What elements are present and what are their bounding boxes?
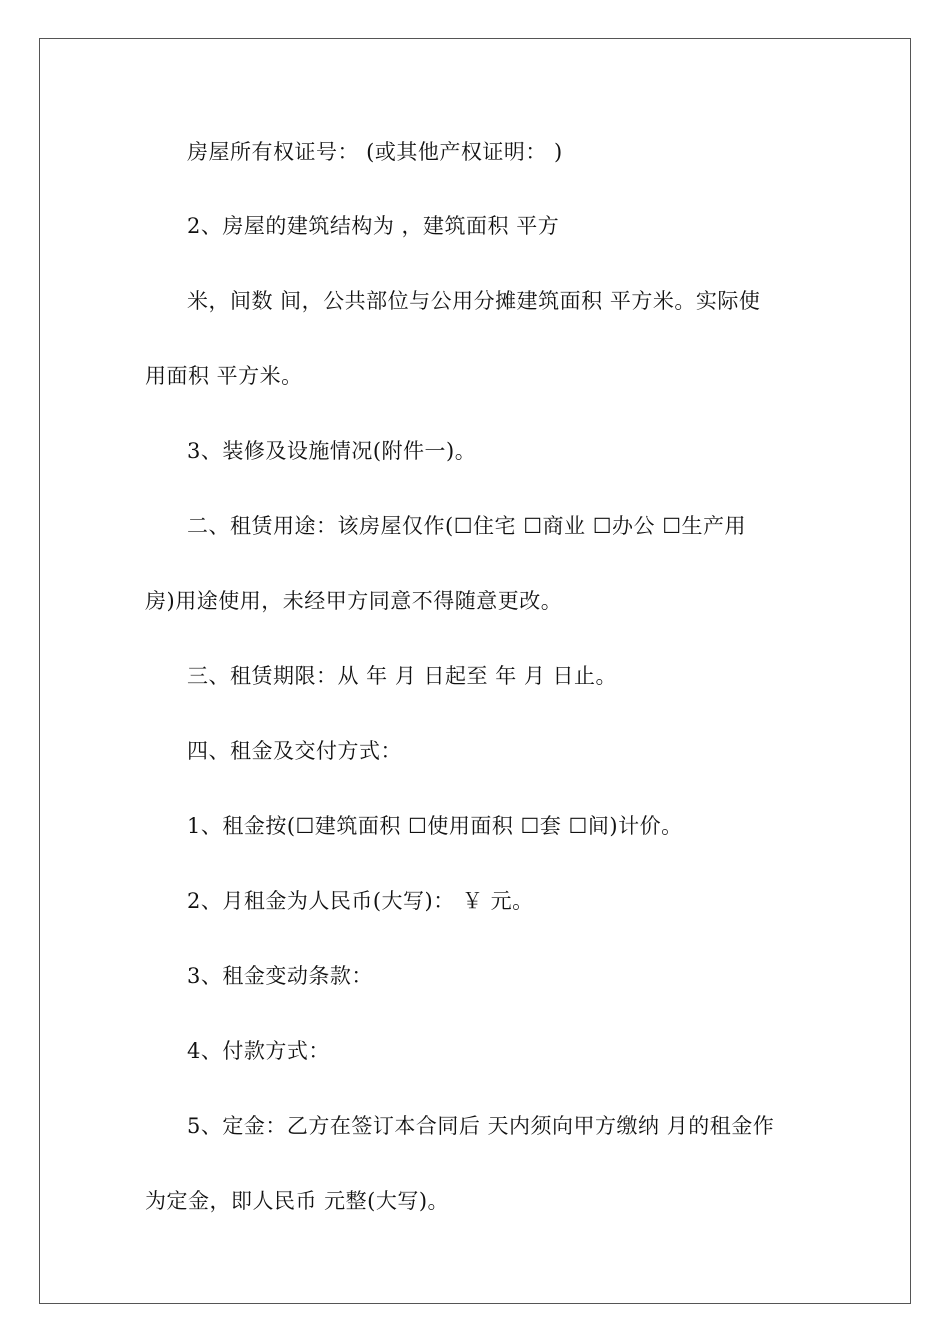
text-line-usable-area: 用面积 平方米。 xyxy=(145,364,303,388)
text-line-deposit: 5、定金：乙方在签订本合同后 天内须向甲方缴纳 月的租金作 xyxy=(187,1114,775,1138)
text-line-monthly-rent: 2、月租金为人民币(大写)： ￥ 元。 xyxy=(187,889,534,913)
text-line-lease-purpose: 二、租赁用途：该房屋仅作(☐住宅 ☐商业 ☐办公 ☐生产用 xyxy=(187,514,747,538)
text-line-area-details: 米，间数 间，公共部位与公用分摊建筑面积 平方米。实际使 xyxy=(187,289,761,313)
text-line-rent-change: 3、租金变动条款： xyxy=(187,964,373,988)
text-line-building-structure: 2、房屋的建筑结构为 ，建筑面积 平方 xyxy=(187,214,560,238)
text-line-property-certificate: 房屋所有权证号： (或其他产权证明： ) xyxy=(187,140,563,164)
text-line-decoration: 3、装修及设施情况(附件一)。 xyxy=(187,439,477,463)
text-line-rent-basis: 1、租金按(☐建筑面积 ☐使用面积 ☐套 ☐间)计价。 xyxy=(187,814,683,838)
text-line-usage-restriction: 房)用途使用，未经甲方同意不得随意更改。 xyxy=(145,589,563,613)
text-line-deposit-amount: 为定金，即人民币 元整(大写)。 xyxy=(145,1189,450,1213)
text-line-payment-method: 4、付款方式： xyxy=(187,1039,330,1063)
text-line-rent-heading: 四、租金及交付方式： xyxy=(187,739,402,763)
text-line-lease-term: 三、租赁期限：从 年 月 日起至 年 月 日止。 xyxy=(187,664,618,688)
